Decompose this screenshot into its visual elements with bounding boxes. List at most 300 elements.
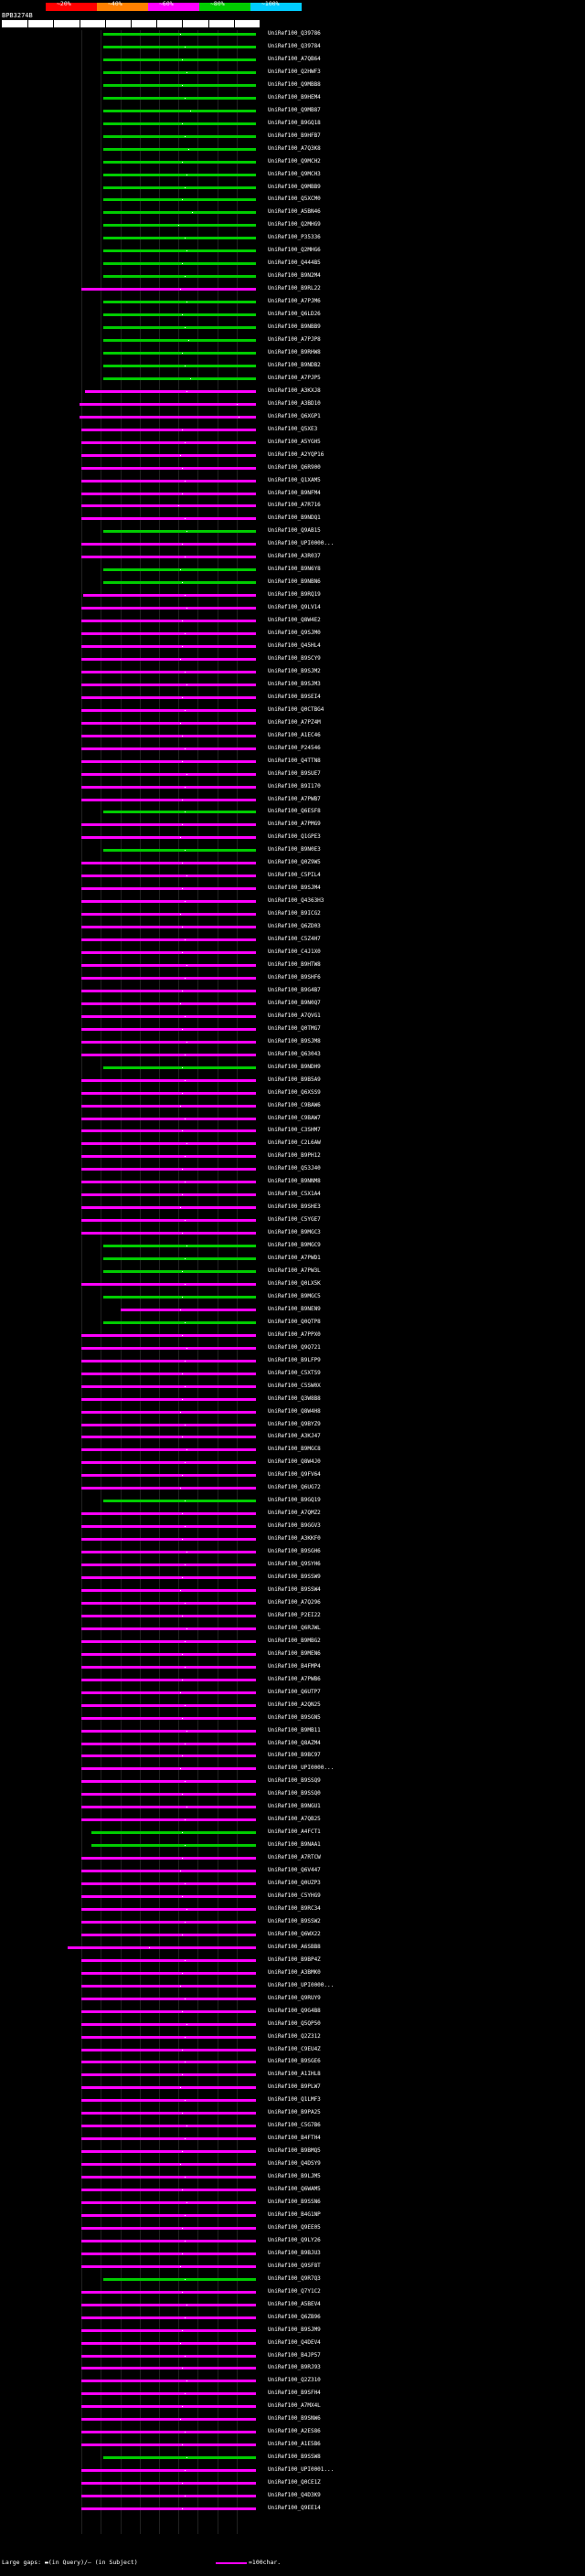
hsp-bar[interactable] xyxy=(81,1998,256,2000)
hit-row[interactable] xyxy=(0,184,585,192)
hit-row[interactable] xyxy=(0,1216,585,1224)
hsp-bar[interactable] xyxy=(81,1168,256,1171)
hit-label[interactable]: UniRef100_C5X1A4 xyxy=(268,1191,321,1198)
hsp-bar[interactable] xyxy=(81,671,256,673)
hit-label[interactable]: UniRef100_B9SSQ0 xyxy=(268,1790,321,1797)
hit-label[interactable]: UniRef100_Q8W4J0 xyxy=(268,1458,321,1466)
hit-label[interactable]: UniRef100_B9SHF6 xyxy=(268,973,321,981)
hsp-bar[interactable] xyxy=(103,530,256,533)
hit-label[interactable]: UniRef100_B9SSW9 xyxy=(268,1574,321,1581)
hit-row[interactable] xyxy=(0,1152,585,1161)
hit-row[interactable] xyxy=(0,2033,585,2041)
hsp-bar[interactable] xyxy=(103,339,256,342)
hit-label[interactable]: UniRef100_B4FMP4 xyxy=(268,1662,321,1670)
hit-row[interactable] xyxy=(0,464,585,472)
hit-row[interactable] xyxy=(0,1777,585,1786)
hsp-bar[interactable] xyxy=(81,760,256,763)
hit-label[interactable]: UniRef100_B9SJM2 xyxy=(268,667,321,674)
hit-label[interactable]: UniRef100_P24546 xyxy=(268,744,321,751)
hit-label[interactable]: UniRef100_Q0TMG7 xyxy=(268,1024,321,1032)
hsp-bar[interactable] xyxy=(81,1908,256,1911)
hit-row[interactable] xyxy=(0,272,585,281)
hsp-bar[interactable] xyxy=(103,122,256,125)
hsp-bar[interactable] xyxy=(81,467,256,470)
hit-label[interactable]: UniRef100_A1EC46 xyxy=(268,731,321,738)
hit-label[interactable]: UniRef100_B9N0Q7 xyxy=(268,999,321,1006)
hsp-bar[interactable] xyxy=(83,594,256,597)
hit-label[interactable]: UniRef100_A7RTCW xyxy=(268,1854,321,1861)
hsp-bar[interactable] xyxy=(81,1653,256,1656)
hit-label[interactable]: UniRef100_Q9SYH6 xyxy=(268,1561,321,1568)
hit-label[interactable]: UniRef100_A7QVG1 xyxy=(268,1012,321,1019)
hit-label[interactable]: UniRef100_P35336 xyxy=(268,234,321,241)
hit-label[interactable]: UniRef100_C5YGE7 xyxy=(268,1216,321,1224)
hit-row[interactable] xyxy=(0,1446,585,1454)
hit-row[interactable] xyxy=(0,578,585,587)
hit-label[interactable]: UniRef100_A7QMZ2 xyxy=(268,1510,321,1517)
hit-label[interactable]: UniRef100_Q9FV64 xyxy=(268,1471,321,1479)
hsp-bar[interactable] xyxy=(81,1028,256,1031)
hsp-bar[interactable] xyxy=(81,504,256,507)
hsp-bar[interactable] xyxy=(81,1411,256,1414)
hit-label[interactable]: UniRef100_B9SSW8 xyxy=(268,2454,321,2461)
hit-label[interactable]: UniRef100_C3SHM7 xyxy=(268,1127,321,1134)
hit-label[interactable]: UniRef100_B9MGC8 xyxy=(268,1446,321,1453)
hit-row[interactable] xyxy=(0,1280,585,1288)
hit-label[interactable]: UniRef100_B9MGC5 xyxy=(268,1292,321,1299)
hit-label[interactable]: UniRef100_B9SJM8 xyxy=(268,1037,321,1044)
hit-row[interactable] xyxy=(0,208,585,217)
hit-label[interactable]: UniRef100_B9NBN6 xyxy=(268,578,321,586)
hsp-bar[interactable] xyxy=(81,2405,256,2408)
hsp-bar[interactable] xyxy=(81,517,256,520)
hit-row[interactable] xyxy=(0,732,585,740)
hit-row[interactable] xyxy=(0,413,585,421)
hit-label[interactable]: UniRef100_B9MB11 xyxy=(268,1726,321,1733)
hsp-bar[interactable] xyxy=(81,1448,256,1451)
hit-label[interactable]: UniRef100_B4FTH4 xyxy=(268,2135,321,2142)
hit-row[interactable] xyxy=(0,1918,585,1926)
hit-row[interactable] xyxy=(0,1599,585,1607)
hsp-bar[interactable] xyxy=(81,632,256,635)
hit-label[interactable]: UniRef100_B9BJU3 xyxy=(268,2249,321,2256)
hit-label[interactable]: UniRef100_C5Z4H7 xyxy=(268,936,321,943)
hit-label[interactable]: UniRef100_Q9EE14 xyxy=(268,2505,321,2512)
hit-row[interactable] xyxy=(0,1701,585,1710)
hit-label[interactable]: UniRef100_B9SGE6 xyxy=(268,2058,321,2065)
hsp-bar[interactable] xyxy=(103,313,256,316)
hit-label[interactable]: UniRef100_C9EU4Z xyxy=(268,2045,321,2052)
hit-row[interactable] xyxy=(0,1803,585,1811)
hit-row[interactable] xyxy=(0,490,585,498)
hit-row[interactable] xyxy=(0,1663,585,1671)
hit-label[interactable]: UniRef100_Q9BYZ9 xyxy=(268,1420,321,1427)
hit-row[interactable] xyxy=(0,1714,585,1723)
hit-row[interactable] xyxy=(0,1880,585,1888)
hit-label[interactable]: UniRef100_Q6ZD03 xyxy=(268,923,321,930)
hsp-bar[interactable] xyxy=(103,352,256,355)
hit-label[interactable]: UniRef100_Q2Z312 xyxy=(268,2032,321,2040)
hit-row[interactable] xyxy=(0,1255,585,1263)
hsp-bar[interactable] xyxy=(81,2253,256,2255)
hit-row[interactable] xyxy=(0,2237,585,2245)
hsp-bar[interactable] xyxy=(81,1615,256,1617)
hit-label[interactable]: UniRef100_B9MEN6 xyxy=(268,1649,321,1657)
hit-row[interactable] xyxy=(0,2479,585,2487)
hsp-bar[interactable] xyxy=(81,1525,256,1528)
hit-label[interactable]: UniRef100_A7PPX0 xyxy=(268,1330,321,1338)
hit-row[interactable] xyxy=(0,2211,585,2220)
hsp-bar[interactable] xyxy=(81,747,256,750)
hit-label[interactable]: UniRef100_Q7Y1C2 xyxy=(268,2287,321,2295)
hit-label[interactable]: UniRef100_B9MBG2 xyxy=(268,1637,321,1644)
hsp-bar[interactable] xyxy=(81,1193,256,1196)
hit-label[interactable]: UniRef100_Q9MCH3 xyxy=(268,170,321,177)
hsp-bar[interactable] xyxy=(81,1666,256,1669)
hit-row[interactable] xyxy=(0,2083,585,2092)
hit-label[interactable]: UniRef100_C2L6AW xyxy=(268,1140,321,1147)
hsp-bar[interactable] xyxy=(81,1551,256,1553)
hit-row[interactable] xyxy=(0,336,585,345)
hit-label[interactable]: UniRef100_B9N2M4 xyxy=(268,272,321,280)
hsp-bar[interactable] xyxy=(81,1780,256,1783)
hit-row[interactable] xyxy=(0,949,585,957)
hsp-bar[interactable] xyxy=(81,2482,256,2485)
hsp-bar[interactable] xyxy=(81,1347,256,1350)
hsp-bar[interactable] xyxy=(81,1754,256,1757)
hit-row[interactable] xyxy=(0,1574,585,1582)
hit-row[interactable] xyxy=(0,540,585,548)
hit-label[interactable]: UniRef100_A2QN25 xyxy=(268,1701,321,1708)
hsp-bar[interactable] xyxy=(103,135,256,138)
hit-label[interactable]: UniRef100_Q6V447 xyxy=(268,1867,321,1874)
hit-label[interactable]: UniRef100_Q6RJWL xyxy=(268,1624,321,1631)
hit-row[interactable] xyxy=(0,1178,585,1186)
hit-label[interactable]: UniRef100_A1IHL8 xyxy=(268,2071,321,2078)
hit-label[interactable]: UniRef100_Q5XCM0 xyxy=(268,196,321,203)
hsp-bar[interactable] xyxy=(81,2049,256,2051)
hit-label[interactable]: UniRef100_B9NFM4 xyxy=(268,489,321,496)
hit-label[interactable]: UniRef100_Q444B5 xyxy=(268,260,321,267)
hit-row[interactable] xyxy=(0,56,585,64)
hsp-bar[interactable] xyxy=(81,773,256,776)
hit-label[interactable]: UniRef100_A7PMG9 xyxy=(268,821,321,828)
hit-row[interactable] xyxy=(0,30,585,38)
hit-row[interactable] xyxy=(0,2173,585,2181)
hsp-bar[interactable] xyxy=(103,568,256,571)
hit-label[interactable]: UniRef100_B9SJM4 xyxy=(268,885,321,892)
hsp-bar[interactable] xyxy=(81,556,256,558)
hsp-bar[interactable] xyxy=(81,1079,256,1082)
hit-row[interactable] xyxy=(0,1089,585,1097)
hsp-bar[interactable] xyxy=(81,1155,256,1158)
hsp-bar[interactable] xyxy=(81,887,256,890)
hit-row[interactable] xyxy=(0,2327,585,2335)
hit-label[interactable]: UniRef100_A1E5B6 xyxy=(268,2441,321,2448)
hit-label[interactable]: UniRef100_A7PJM6 xyxy=(268,298,321,305)
hit-label[interactable]: UniRef100_B9RL22 xyxy=(268,285,321,292)
hit-row[interactable] xyxy=(0,961,585,970)
hit-label[interactable]: UniRef100_A7PJP8 xyxy=(268,336,321,343)
hit-label[interactable]: UniRef100_B9BC97 xyxy=(268,1752,321,1759)
hit-row[interactable] xyxy=(0,285,585,293)
hit-label[interactable]: UniRef100_C4J1X0 xyxy=(268,949,321,956)
hit-label[interactable]: UniRef100_B9GGV3 xyxy=(268,1522,321,1530)
hsp-bar[interactable] xyxy=(81,1360,256,1362)
hit-row[interactable] xyxy=(0,655,585,663)
hit-row[interactable] xyxy=(0,1344,585,1352)
hit-label[interactable]: UniRef100_A7MX4L xyxy=(268,2402,321,2410)
hit-label[interactable]: UniRef100_B9RJ93 xyxy=(268,2364,321,2371)
hsp-bar[interactable] xyxy=(103,1321,256,1324)
hit-row[interactable] xyxy=(0,81,585,90)
hit-label[interactable]: UniRef100_Q1GPE3 xyxy=(268,833,321,841)
hsp-bar[interactable] xyxy=(81,786,256,789)
hsp-bar[interactable] xyxy=(81,1870,256,1872)
hit-row[interactable] xyxy=(0,1000,585,1008)
hit-row[interactable] xyxy=(0,2160,585,2168)
hit-label[interactable]: UniRef100_A7PWB6 xyxy=(268,1675,321,1682)
hit-label[interactable]: UniRef100_UPI0000... xyxy=(268,1765,335,1772)
hit-row[interactable] xyxy=(0,1064,585,1072)
hit-row[interactable] xyxy=(0,2058,585,2066)
hsp-bar[interactable] xyxy=(103,237,256,239)
hit-row[interactable] xyxy=(0,2454,585,2462)
hit-row[interactable] xyxy=(0,234,585,242)
hit-row[interactable] xyxy=(0,1051,585,1059)
hsp-bar[interactable] xyxy=(81,1767,256,1770)
hit-label[interactable]: UniRef100_A7Q3K8 xyxy=(268,144,321,152)
hsp-bar[interactable] xyxy=(81,1934,256,1936)
hit-label[interactable]: UniRef100_A7QB64 xyxy=(268,55,321,62)
hit-label[interactable]: UniRef100_B9RHW8 xyxy=(268,348,321,355)
hsp-bar[interactable] xyxy=(81,1730,256,1733)
hsp-bar[interactable] xyxy=(68,1946,256,1949)
hit-label[interactable]: UniRef100_A3KJ47 xyxy=(268,1433,321,1440)
hit-label[interactable]: UniRef100_A7PW3L xyxy=(268,1267,321,1275)
hit-label[interactable]: UniRef100_B9SSQ9 xyxy=(268,1777,321,1785)
hit-row[interactable] xyxy=(0,1242,585,1250)
hit-row[interactable] xyxy=(0,2492,585,2500)
hit-row[interactable] xyxy=(0,426,585,434)
hsp-bar[interactable] xyxy=(81,1627,256,1630)
hsp-bar[interactable] xyxy=(81,2214,256,2217)
hsp-bar[interactable] xyxy=(81,2329,256,2332)
hsp-bar[interactable] xyxy=(81,1806,256,1808)
hsp-bar[interactable] xyxy=(81,493,256,495)
hsp-bar[interactable] xyxy=(81,1283,256,1286)
hit-row[interactable] xyxy=(0,502,585,510)
hit-label[interactable]: UniRef100_A5BN46 xyxy=(268,208,321,216)
hit-label[interactable]: UniRef100_Q8AZM4 xyxy=(268,1739,321,1746)
hsp-bar[interactable] xyxy=(81,1857,256,1860)
hit-label[interactable]: UniRef100_Q2HWF3 xyxy=(268,68,321,75)
hit-label[interactable]: UniRef100_B9NBB9 xyxy=(268,323,321,331)
hit-row[interactable] xyxy=(0,2428,585,2436)
hit-label[interactable]: UniRef100_A7Q296 xyxy=(268,1598,321,1606)
hit-row[interactable] xyxy=(0,1944,585,1952)
hit-row[interactable] xyxy=(0,719,585,727)
hsp-bar[interactable] xyxy=(81,441,256,444)
hit-row[interactable] xyxy=(0,1458,585,1467)
hsp-bar[interactable] xyxy=(81,1206,256,1209)
hit-label[interactable]: UniRef100_Q9RUY9 xyxy=(268,1994,321,2001)
hit-label[interactable]: UniRef100_B9PH12 xyxy=(268,1152,321,1160)
hsp-bar[interactable] xyxy=(81,1436,256,1438)
hsp-bar[interactable] xyxy=(81,951,256,954)
hit-row[interactable] xyxy=(0,527,585,535)
hsp-bar[interactable] xyxy=(81,2316,256,2319)
hit-row[interactable] xyxy=(0,2046,585,2054)
hit-row[interactable] xyxy=(0,1229,585,1237)
hit-row[interactable] xyxy=(0,451,585,460)
hit-label[interactable]: UniRef100_Q6WX22 xyxy=(268,1930,321,1937)
hsp-bar[interactable] xyxy=(81,1882,256,1885)
hit-row[interactable] xyxy=(0,897,585,906)
hsp-bar[interactable] xyxy=(81,543,256,546)
hsp-bar[interactable] xyxy=(81,2061,256,2063)
hsp-bar[interactable] xyxy=(103,811,256,813)
hsp-bar[interactable] xyxy=(103,84,256,87)
hsp-bar[interactable] xyxy=(103,174,256,176)
hsp-bar[interactable] xyxy=(81,2265,256,2268)
hit-row[interactable] xyxy=(0,247,585,255)
hit-row[interactable] xyxy=(0,1025,585,1034)
hsp-bar[interactable] xyxy=(81,620,256,622)
hsp-bar[interactable] xyxy=(81,977,256,980)
hit-row[interactable] xyxy=(0,400,585,408)
hsp-bar[interactable] xyxy=(81,2240,256,2242)
hit-row[interactable] xyxy=(0,1510,585,1518)
hsp-bar[interactable] xyxy=(103,110,256,112)
hit-row[interactable] xyxy=(0,349,585,357)
hit-row[interactable] xyxy=(0,311,585,319)
hsp-bar[interactable] xyxy=(81,1118,256,1120)
hit-row[interactable] xyxy=(0,1191,585,1199)
hsp-bar[interactable] xyxy=(81,1679,256,1681)
hit-row[interactable] xyxy=(0,1319,585,1327)
hit-label[interactable]: UniRef100_B9GQ19 xyxy=(268,1497,321,1504)
hit-row[interactable] xyxy=(0,1969,585,1977)
hit-label[interactable]: UniRef100_B9HEM4 xyxy=(268,93,321,101)
hit-row[interactable] xyxy=(0,681,585,689)
hit-label[interactable]: UniRef100_Q9LY26 xyxy=(268,2236,321,2243)
hit-row[interactable] xyxy=(0,1497,585,1505)
hsp-bar[interactable] xyxy=(81,2443,256,2446)
hit-row[interactable] xyxy=(0,1522,585,1531)
hit-row[interactable] xyxy=(0,694,585,702)
hit-row[interactable] xyxy=(0,2096,585,2104)
hsp-bar[interactable] xyxy=(81,2355,256,2358)
hit-row[interactable] xyxy=(0,2301,585,2309)
hit-row[interactable] xyxy=(0,1765,585,1773)
hit-label[interactable]: UniRef100_Q9LV14 xyxy=(268,604,321,611)
hit-label[interactable]: UniRef100_Q45HL4 xyxy=(268,642,321,650)
hsp-bar[interactable] xyxy=(81,735,256,737)
hit-row[interactable] xyxy=(0,1790,585,1798)
hsp-bar[interactable] xyxy=(103,581,256,584)
hit-label[interactable]: UniRef100_B9RC34 xyxy=(268,1904,321,1912)
hit-row[interactable] xyxy=(0,1816,585,1824)
hit-row[interactable] xyxy=(0,642,585,651)
hit-row[interactable] xyxy=(0,1357,585,1365)
hit-row[interactable] xyxy=(0,298,585,306)
hit-label[interactable]: UniRef100_B9HTW8 xyxy=(268,961,321,968)
hit-row[interactable] xyxy=(0,1740,585,1748)
hit-label[interactable]: UniRef100_Q0UZP3 xyxy=(268,1880,321,1887)
hit-label[interactable]: UniRef100_Q9R7Q3 xyxy=(268,2274,321,2282)
hit-label[interactable]: UniRef100_A3KXJ8 xyxy=(268,387,321,394)
hit-row[interactable] xyxy=(0,1038,585,1046)
hit-label[interactable]: UniRef100_B9ICG2 xyxy=(268,910,321,917)
hit-label[interactable]: UniRef100_A4FCT1 xyxy=(268,1829,321,1836)
hit-label[interactable]: UniRef100_UPI0000... xyxy=(268,540,335,547)
hsp-bar[interactable] xyxy=(103,148,256,151)
hit-row[interactable] xyxy=(0,1165,585,1173)
hsp-bar[interactable] xyxy=(81,2495,256,2497)
hsp-bar[interactable] xyxy=(81,429,256,431)
hit-row[interactable] xyxy=(0,1433,585,1441)
hit-label[interactable]: UniRef100_Q6LD26 xyxy=(268,311,321,318)
hit-row[interactable] xyxy=(0,783,585,791)
hit-row[interactable] xyxy=(0,1829,585,1837)
hit-label[interactable]: UniRef100_Q9EE05 xyxy=(268,2223,321,2231)
hsp-bar[interactable] xyxy=(81,1743,256,1745)
hsp-bar[interactable] xyxy=(81,1487,256,1489)
hsp-bar[interactable] xyxy=(81,1219,256,1222)
hit-label[interactable]: UniRef100_B9NGU1 xyxy=(268,1803,321,1810)
hit-label[interactable]: UniRef100_A5BEV4 xyxy=(268,2300,321,2307)
hsp-bar[interactable] xyxy=(103,275,256,278)
hit-row[interactable] xyxy=(0,1484,585,1492)
hit-label[interactable]: UniRef100_A5YGH5 xyxy=(268,438,321,445)
hit-label[interactable]: UniRef100_Q9SJM0 xyxy=(268,630,321,637)
hit-row[interactable] xyxy=(0,987,585,995)
hit-label[interactable]: UniRef100_UPI0001... xyxy=(268,2466,335,2474)
hit-row[interactable] xyxy=(0,1203,585,1212)
hit-label[interactable]: UniRef100_Q4DEV4 xyxy=(268,2338,321,2346)
hsp-bar[interactable] xyxy=(81,2431,256,2433)
hsp-bar[interactable] xyxy=(81,1602,256,1605)
hsp-bar[interactable] xyxy=(85,390,256,393)
hsp-bar[interactable] xyxy=(103,33,256,36)
hsp-bar[interactable] xyxy=(81,1015,256,1018)
hit-label[interactable]: UniRef100_B9N6Y8 xyxy=(268,566,321,573)
hsp-bar[interactable] xyxy=(81,1424,256,1426)
hit-label[interactable]: UniRef100_Q9MBB8 xyxy=(268,80,321,88)
hit-label[interactable]: UniRef100_B9NDQ1 xyxy=(268,514,321,522)
hsp-bar[interactable] xyxy=(81,1398,256,1401)
hit-row[interactable] xyxy=(0,1076,585,1085)
hit-row[interactable] xyxy=(0,706,585,715)
hsp-bar[interactable] xyxy=(81,836,256,839)
hsp-bar[interactable] xyxy=(81,2163,256,2166)
hit-label[interactable]: UniRef100_Q9G4B8 xyxy=(268,2007,321,2014)
hit-row[interactable] xyxy=(0,1867,585,1875)
hsp-bar[interactable] xyxy=(81,938,256,941)
hit-row[interactable] xyxy=(0,859,585,867)
hsp-bar[interactable] xyxy=(80,416,256,419)
hsp-bar[interactable] xyxy=(81,2189,256,2191)
hit-row[interactable] xyxy=(0,2505,585,2513)
hit-row[interactable] xyxy=(0,1752,585,1760)
hit-label[interactable]: UniRef100_Q4TTN8 xyxy=(268,757,321,764)
hsp-bar[interactable] xyxy=(81,1985,256,1988)
hit-row[interactable] xyxy=(0,1370,585,1378)
hit-label[interactable]: UniRef100_C9BAW6 xyxy=(268,1101,321,1108)
hsp-bar[interactable] xyxy=(81,1385,256,1388)
hit-label[interactable]: UniRef100_B9G4B7 xyxy=(268,986,321,993)
